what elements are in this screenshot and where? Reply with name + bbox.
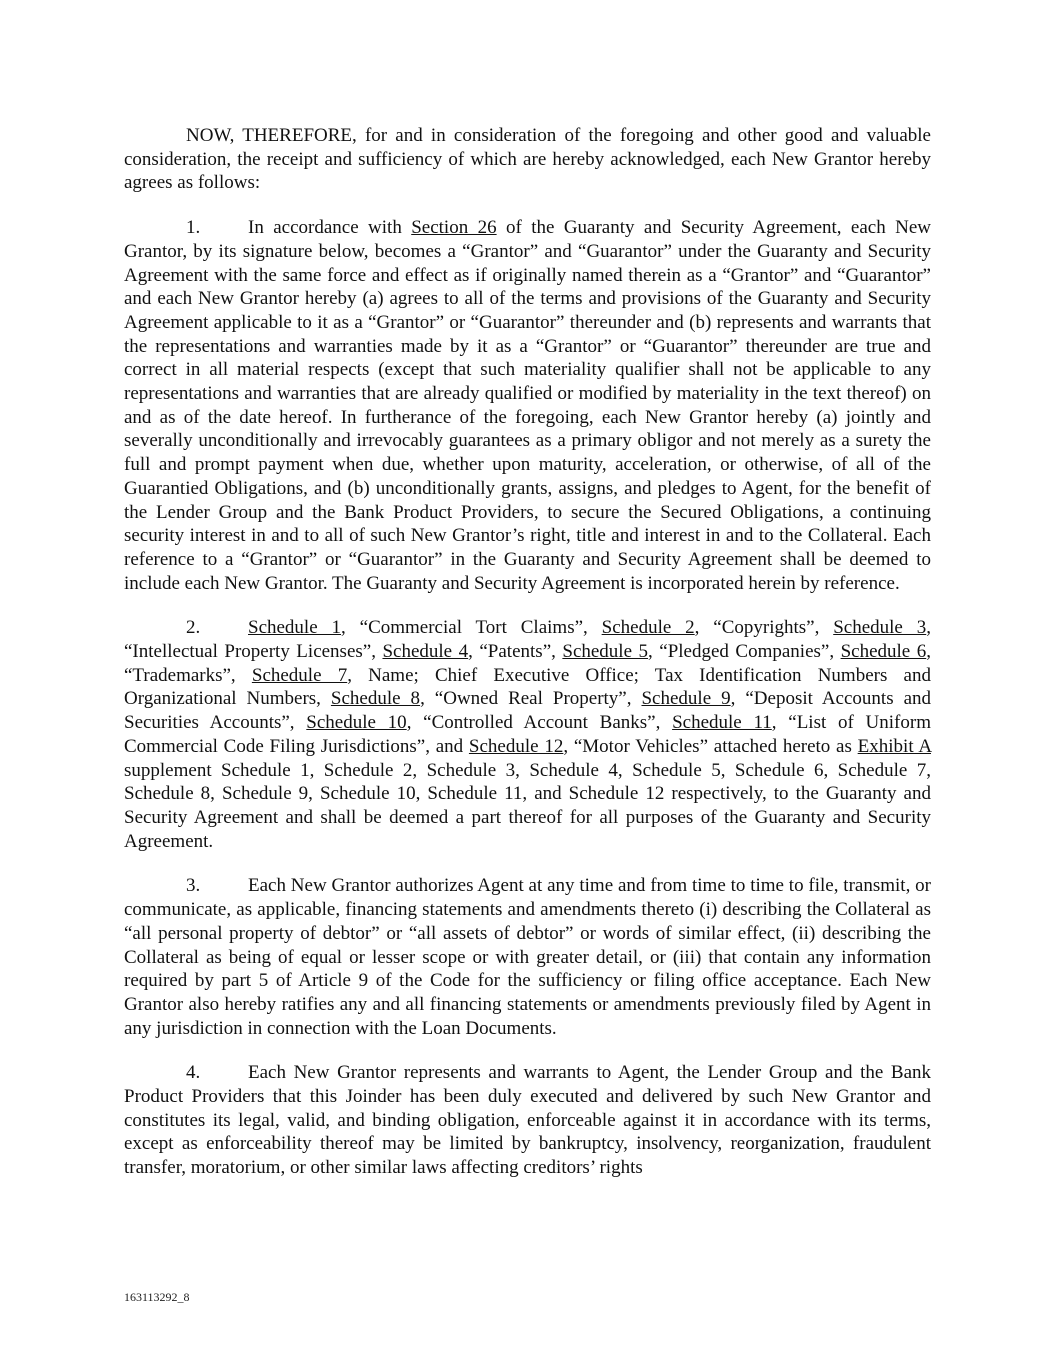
section-26-reference: Section 26 xyxy=(411,217,497,239)
schedule-1-reference: Schedule 1 xyxy=(248,617,342,639)
paragraph-2-text: , “Intellectual Property Licenses”, xyxy=(124,617,931,663)
paragraph-2-text: , “Pledged Companies”, xyxy=(648,641,841,663)
paragraph-2-text: , “Deposit Accounts and Securities Accounts”, xyxy=(124,688,931,734)
paragraph-1 xyxy=(124,216,931,595)
paragraph-2-text: , “Owned Real Property”, xyxy=(420,688,642,710)
paragraph-2-text: , “Commercial Tort Claims”, xyxy=(341,617,602,639)
paragraph-2-text: , “List of Uniform Commercial Code Filing Jurisdictions”, and xyxy=(124,712,931,757)
schedule-6-reference: Schedule 6 xyxy=(840,641,927,663)
paragraph-2-text: , Name; Chief Executive Office; Tax Identification Numbers and Organizational Numbers, xyxy=(124,664,931,710)
paragraph-3-number: 3. xyxy=(186,875,201,897)
paragraph-4-number: 4. xyxy=(186,1062,201,1084)
paragraph-1-text-a: In accordance with xyxy=(248,217,412,239)
paragraph-2-text: , “Patents”, xyxy=(468,641,563,663)
exhibit-a-reference: Exhibit A xyxy=(857,735,931,757)
schedule-7-reference: Schedule 7 xyxy=(251,664,348,686)
schedule-10-reference: Schedule 10 xyxy=(306,712,407,734)
paragraph-2-text: , “Controlled Account Banks”, xyxy=(406,712,673,734)
schedule-11-reference: Schedule 11 xyxy=(672,712,772,734)
paragraph-3-text: Each New Grantor authorizes Agent at any time and from time to time to file, transmit, or communicate, as applicable, financing statements and amendments thereto (i) describing the Collateral as “all personal property of debtor” or “all assets of debtor” or words of similar effect, (ii) describing the Collateral as being of equal or lesser scope or with greater detail, or (iii) that contain any information required by part 5 of Article 9 of the Code for the sufficiency or filing office acceptance. Each New Grantor also hereby ratifies any and all financing statements or amendments previously filed by Agent in any jurisdiction in connection with the Loan Documents. xyxy=(124,875,931,1039)
paragraph-3 xyxy=(124,874,931,1040)
preamble-paragraph: NOW, THEREFORE, for and in consideration of the foregoing and other good and valuable consideration, the receipt and sufficiency of which are hereby acknowledged, each New Grantor hereby agrees as follows: xyxy=(124,125,931,194)
schedule-3-reference: Schedule 3 xyxy=(833,617,927,639)
document-body xyxy=(124,124,931,1201)
paragraph-4 xyxy=(124,1061,931,1180)
schedule-8-reference: Schedule 8 xyxy=(330,688,421,710)
paragraph-2-number: 2. xyxy=(186,617,201,639)
paragraph-2-text: , “Motor Vehicles” attached hereto as xyxy=(563,735,858,757)
schedule-9-reference: Schedule 9 xyxy=(641,688,731,710)
schedule-12-reference: Schedule 12 xyxy=(468,735,564,757)
paragraph-1-text-b: of the Guaranty and Security Agreement, each New Grantor, by its signature below, becomes a “Grantor” and “Guarantor” under the Guaranty and Security Agreement with the same force and effect as if originally named therein as a “Grantor” and “Guarantor” and each New Grantor hereby (a) agrees to all of the terms and provisions of the Guaranty and Security Agreement applicable to it as a “Grantor” or “Guarantor” thereunder and (b) represents and warrants that the representations and warranties made by it as a “Grantor” or “Guarantor” thereunder are true and correct in all material respects (except that such materiality qualifier shall not be applicable to any representations and warranties that are already qualified or modified by materiality in the text thereof) on and as of the date hereof. In furtherance of the foregoing, each New Grantor hereby (a) jointly and severally unconditionally and irrevocably guarantees as a primary obligor and not merely as a surety the full and prompt payment when due, whether upon maturity, acceleration, or otherwise, of all of the Guarantied Obligations, and (b) unconditionally grants, assigns, and pledges to Agent, for the benefit of the Lender Group and the Bank Product Providers, to secure the Secured Obligations, a continuing security interest in and to all of such New Grantor’s right, title and interest in and to the Collateral. Each reference to a “Grantor” or “Guarantor” in the Guaranty and Security Agreement shall be deemed to include each New Grantor. The Guaranty and Security Agreement is incorporated herein by reference. xyxy=(124,217,931,594)
schedule-4-reference: Schedule 4 xyxy=(382,641,469,663)
paragraph-2 xyxy=(124,616,931,853)
paragraph-2-text: , “Copyrights”, xyxy=(694,617,834,639)
paragraph-4-text: Each New Grantor represents and warrants to Agent, the Lender Group and the Bank Product Providers that this Joinder has been duly executed and delivered by such New Grantor and constitutes its legal, valid, and binding obligation, enforceable against it in accordance with its terms, except as enforceability thereof may be limited by bankruptcy, insolvency, reorganization, fraudulent transfer, moratorium, or other similar laws affecting creditors’ rights xyxy=(124,1062,931,1179)
schedule-5-reference: Schedule 5 xyxy=(562,641,649,663)
document-id-footer: 163113292_8 xyxy=(124,1290,190,1304)
schedule-2-reference: Schedule 2 xyxy=(601,617,695,639)
paragraph-1-number: 1. xyxy=(186,217,201,239)
paragraph-2-text: supplement Schedule 1, Schedule 2, Schedule 3, Schedule 4, Schedule 5, Schedule 6, Schedule 7, Schedule 8, Schedule 9, Schedule 10, Schedule 11, and Schedule 12 respectively, to the Guaranty and Security Agreement and shall be deemed a part thereof for all purposes of the Guaranty and Security Agreement. xyxy=(124,759,931,852)
paragraph-2-text: , “Trademarks”, xyxy=(124,641,931,686)
